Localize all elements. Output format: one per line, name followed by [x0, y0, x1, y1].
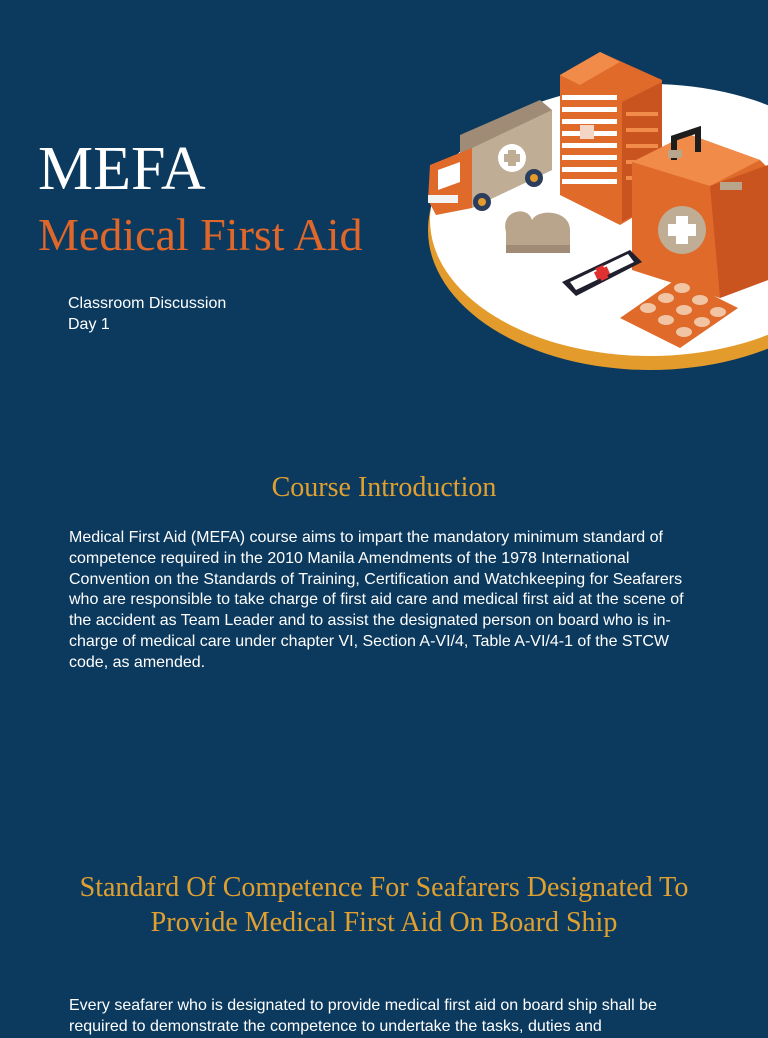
- course-introduction-paragraph: Medical First Aid (MEFA) course aims to impart the mandatory minimum standard of competence required in the 2010 Manila Amendments of the 1978 International Convention on the Standards of Training, Certification and Watchkeeping for Seafarers who are responsible to take charge of first aid care and medical first aid at the scene of the accident as Team Leader and to assist the designated person on board who is in-charge of medical care under chapter VI, Section A-VI/4, Table A-VI/4-1 of the STCW code, as amended.: [69, 529, 684, 671]
- standard-of-competence-paragraph: Every seafarer who is designated to provide medical first aid on board ship shall be required to demonstrate the competence to undertake the tasks, duties and: [69, 997, 657, 1035]
- page-subtitle: Medical First Aid: [38, 209, 363, 260]
- session-type: Classroom Discussion: [68, 295, 227, 312]
- session-info: [68, 293, 226, 335]
- page-title: MEFA: [38, 135, 206, 203]
- medical-illustration: [420, 40, 768, 380]
- session-day: Day 1: [68, 316, 110, 333]
- section-heading-standard-of-competence: Standard Of Competence For Seafarers Designated To Provide Medical First Aid On Board Ship: [79, 872, 689, 938]
- section-heading-course-introduction: Course Introduction: [271, 472, 497, 503]
